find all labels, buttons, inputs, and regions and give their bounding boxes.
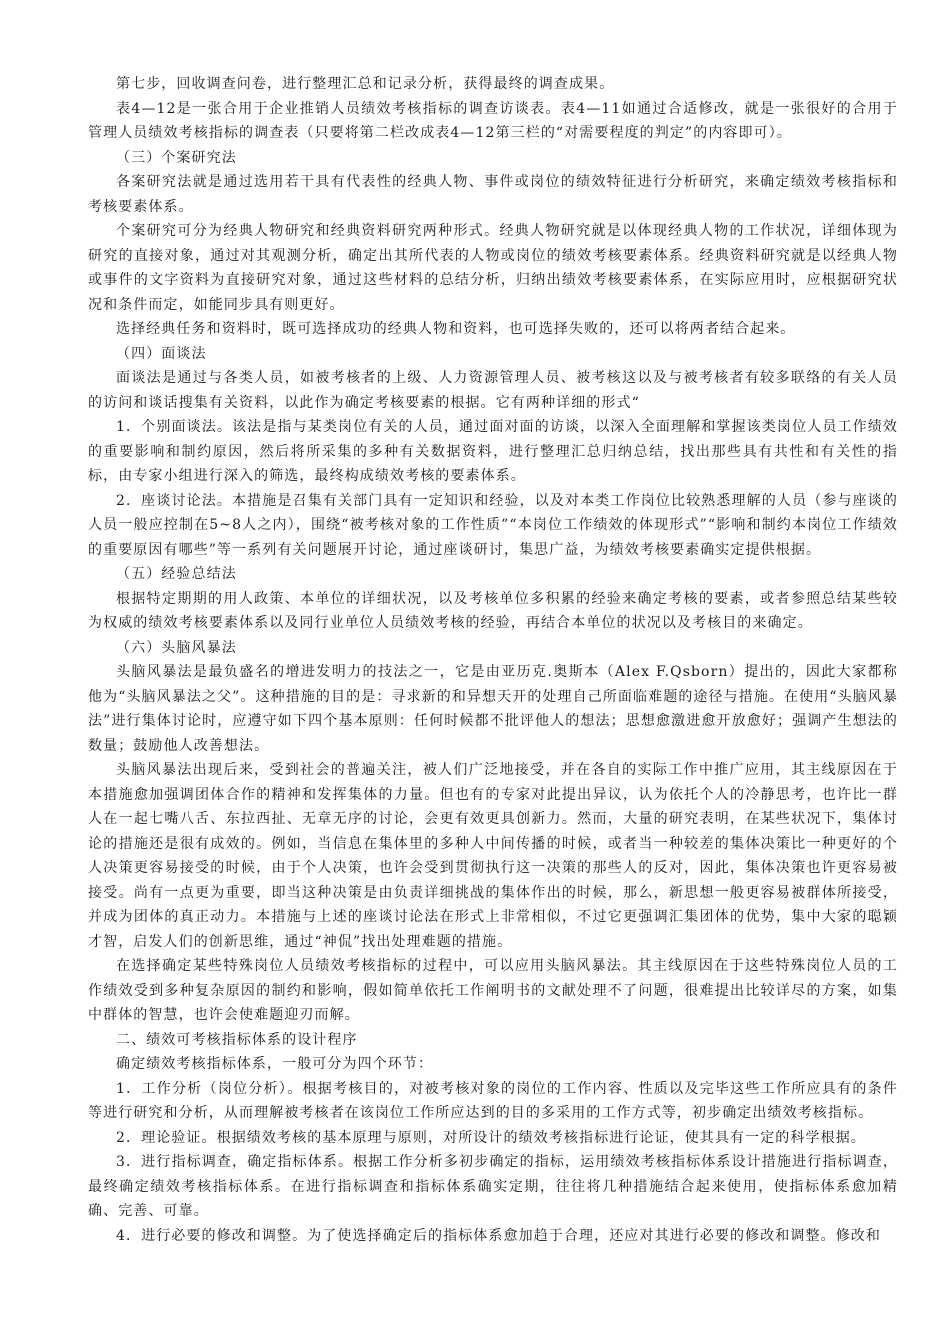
paragraph: 1．个别面谈法。该法是指与某类岗位有关的人员，通过面对面的访谈，以深入全面理解和掌握该类岗位人员工作绩效的重要影响和制约原因，然后将所采集的多种有关数据资料，进行整理汇总归纳总结，找出那些具有共性和有关性的指标，由专家小组进行深入的筛选，最终构成绩效考核的要素体系。 bbox=[88, 419, 898, 484]
paragraph: 各案研究法就是通过选用若干具有代表性的经典人物、事件或岗位的绩效特征进行分析研究，来确定绩效考核指标和考核要素体系。 bbox=[88, 174, 898, 215]
paragraph: 面谈法是通过与各类人员，如被考核者的上级、人力资源管理人员、被考核这以及与被考核者有较多联络的有关人员的访问和谈话搜集有关资料，以此作为确定考核要素的根据。它有两种详细的形式“ bbox=[88, 370, 898, 411]
paragraph: 头脑风暴法是最负盛名的增进发明力的技法之一，它是由亚历克.奥斯本（Alex F.Qsborn）提出的，因此大家都称他为“头脑风暴法之父”。这种措施的目的是：寻求新的和异想天开的处理自己所面临难题的途径与措施。在使用“头脑风暴法”进行集体讨论时，应遵守如下四个基本原则：任何时候都不批评他人的想法；思想愈激进愈开放愈好；强调产生想法的数量；鼓励他人改善想法。 bbox=[88, 664, 898, 754]
section-heading-case-study: （三）个案研究法 bbox=[116, 149, 237, 166]
section-heading-design-procedure: 二、绩效可考核指标体系的设计程序 bbox=[116, 1031, 358, 1048]
paragraph: 3．进行指标调查，确定指标体系。根据工作分析多初步确定的指标，运用绩效考核指标体系设计措施进行指标调查，最终确定绩效考核指标体系。在进行指标调查和指标体系确实定期，往往将几种措施结合起来使用，使指标体系愈加精确、完善、可靠。 bbox=[88, 1154, 898, 1219]
paragraph: 确定绩效考核指标体系，一般可分为四个环节： bbox=[116, 1056, 434, 1072]
paragraph: 2．座谈讨论法。本措施是召集有关部门具有一定知识和经验，以及对本类工作岗位比较熟悉理解的人员（参与座谈的人员一般应控制在5~8人之内），围绕“被考核对象的工作性质”“本岗位工作绩效的体现形式”“影响和制约本岗位工作绩效的重要原因有哪些”等一系列有关问题展开讨论，通过座谈研讨，集思广益，为绩效考核要素确实定提供根据。 bbox=[88, 492, 898, 558]
section-heading-experience: （五）经验总结法 bbox=[116, 566, 237, 582]
paragraph-step-seven: 第七步，回收调查问卷，进行整理汇总和记录分析，获得最终的调查成果。 bbox=[116, 76, 615, 92]
paragraph: 1．工作分析（岗位分析）。根据考核目的，对被考核对象的岗位的工作内容、性质以及完毕这些工作所应具有的条件等进行研究和分析，从而理解被考核者在该岗位工作所应达到的目的多采用的工作方式等，初步确定出绩效考核指标。 bbox=[88, 1080, 898, 1121]
paragraph: 4．进行必要的修改和调整。为了使选择确定后的指标体系愈加趋于合理，还应对其进行必要的修改和调整。修改和 bbox=[116, 1227, 882, 1244]
paragraph: 2．理论验证。根据绩效考核的基本原理与原则，对所设计的绩效考核指标进行论证，使其具有一定的科学根据。 bbox=[116, 1129, 866, 1146]
section-heading-brainstorming: （六）头脑风暴法 bbox=[116, 639, 237, 656]
paragraph-table-note: 表4—12是一张合用于企业推销人员绩效考核指标的调查访谈表。表4—11如通过合适修改，就是一张很好的合用于管理人员绩效考核指标的调查表（只要将第二栏改成表4—12第三栏的“对需要程度的判定”的内容即可）。 bbox=[88, 100, 898, 141]
paragraph: 个案研究可分为经典人物研究和经典资料研究两种形式。经典人物研究就是以体现经典人物的工作状况，详细体现为研究的直接对象，通过对其观测分析，确定出其所代表的人物或岗位的绩效考核要素体系。经典资料研究就是以经典人物或事件的文字资料为直接研究对象，通过这些材料的总结分析，归纳出绩效考核要素体系，在实际应用时，应根据研究状况和条件而定，如能同步具有则更好。 bbox=[88, 223, 898, 313]
paragraph: 根据特定期期的用人政策、本单位的详细状况，以及考核单位多积累的经验来确定考核的要素，或者参照总结某些较为权威的绩效考核要素体系以及同行业单位人员绩效考核的经验，再结合本单位的状况以及考核目的来确定。 bbox=[88, 590, 898, 631]
paragraph: 在选择确定某些特殊岗位人员绩效考核指标的过程中，可以应用头脑风暴法。其主线原因在于这些特殊岗位人员的工作绩效受到多种复杂原因的制约和影响，假如简单依托工作阐明书的文献处理不了问题，很难提出比较详尽的方案，如集中群体的智慧，也许会使难题迎刃而解。 bbox=[88, 958, 898, 1023]
section-heading-interview: （四）面谈法 bbox=[116, 345, 207, 362]
paragraph: 头脑风暴法出现后来，受到社会的普遍关注，被人们广泛地接受，并在各自的实际工作中推广应用，其主线原因在于本措施愈加强调团体合作的精神和发挥集体的力量。但也有的专家对此提出异议，认为依托个人的冷静思考，也许比一群人在一起七嘴八舌、东拉西扯、无章无序的讨论，会更有效更具创新力。然而，大量的研究表明，在某些状况下，集体讨论的措施还是很有成效的。例如，当信息在集体里的多种人中间传播的时候，或者当一种较差的集体决策比一种更好的个人决策更容易接受的时候，由于个人决策，也许会受到贯彻执行这一决策的那些人的反对，因此，集体决策也许更容易被接受。尚有一点更为重要，即当这种决策是由负责详细挑战的集体作出的时候，那么，新思想一般更容易被群体所接受，并成为团体的真正动力。本措施与上述的座谈讨论法在形式上非常相似，不过它更强调汇集团体的优势，集中大家的聪颖才智，启发人们的创新思维，通过“神侃”找出处理难题的措施。 bbox=[88, 762, 898, 950]
paragraph: 选择经典任务和资料时，既可选择成功的经典人物和资料，也可选择失败的，还可以将两者结合起来。 bbox=[116, 321, 796, 337]
